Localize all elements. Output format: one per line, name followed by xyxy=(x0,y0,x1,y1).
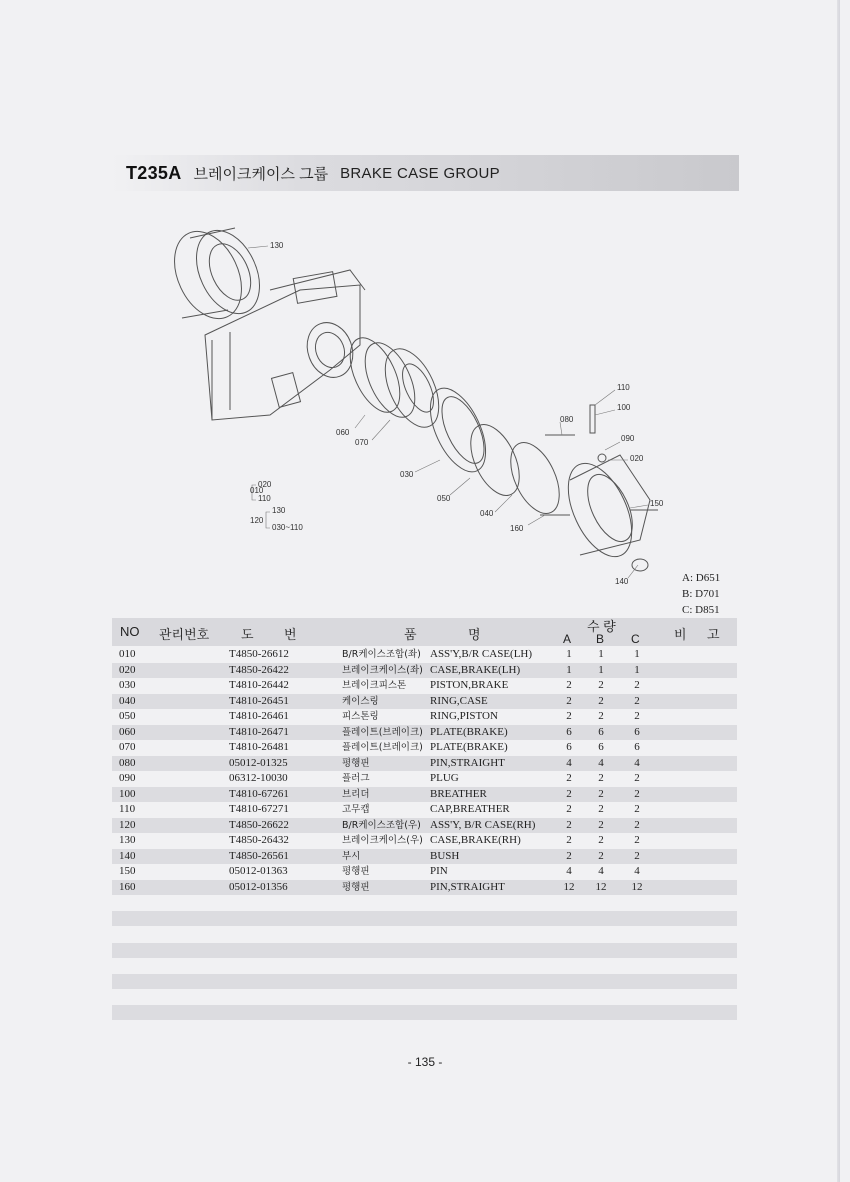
qty-a: 4 xyxy=(566,756,572,769)
part-name-korean: 플레이트(브레이크) xyxy=(342,742,423,753)
table-row xyxy=(112,849,737,865)
qty-b: 2 xyxy=(598,849,604,862)
part-name-korean: 플러그 xyxy=(342,773,370,784)
qty-c: 12 xyxy=(631,880,643,893)
part-name-korean: 플레이트(브레이크) xyxy=(342,726,423,738)
table-row xyxy=(112,864,737,880)
drawing-number: T4810-26481 xyxy=(229,741,289,753)
callout-070: 070 xyxy=(355,438,369,447)
table-row xyxy=(112,771,737,787)
group-code: T235A xyxy=(126,162,182,183)
group-title-english: BRAKE CASE GROUP xyxy=(340,164,500,182)
part-name-korean: 케이스링 xyxy=(342,695,379,707)
table-row xyxy=(112,678,737,694)
qty-b: 2 xyxy=(598,772,604,784)
callout-160: 160 xyxy=(510,524,524,533)
model-c: C: D851 xyxy=(682,604,720,616)
empty-row-band xyxy=(112,974,737,989)
callout-050: 050 xyxy=(437,494,451,503)
qty-a: 4 xyxy=(566,865,572,877)
callout-040: 040 xyxy=(480,509,494,518)
qty-b: 2 xyxy=(598,710,604,722)
legend-110: 110 xyxy=(258,494,271,503)
callout-080: 080 xyxy=(560,415,574,424)
header-management-number: 관리번호 xyxy=(159,627,210,642)
part-name-korean: 평행핀 xyxy=(342,881,370,893)
part-name-korean: 브레이크케이스(좌) xyxy=(342,664,423,676)
part-number: 020 xyxy=(119,663,136,676)
header-drawing-1: 도 xyxy=(241,627,254,642)
table-row xyxy=(112,787,737,803)
section-title-bar xyxy=(112,155,739,191)
part-number: 100 xyxy=(119,787,136,800)
page-number: - 135 - xyxy=(407,1055,443,1069)
part-name-english: PIN,STRAIGHT xyxy=(430,880,505,893)
drawing-number: 06312-10030 xyxy=(229,772,288,784)
part-number: 110 xyxy=(119,803,136,815)
part-name-korean: B/R케이스조합(좌) xyxy=(342,649,421,660)
part-number: 160 xyxy=(119,880,136,893)
part-name-english: PIN xyxy=(430,865,448,877)
qty-a: 2 xyxy=(566,694,572,707)
part-name-english: BUSH xyxy=(430,849,460,862)
qty-c: 6 xyxy=(634,725,640,738)
drawing-number: T4810-26461 xyxy=(229,710,289,722)
table-row xyxy=(112,663,737,679)
callout-130: 130 xyxy=(270,241,284,250)
legend-030-110: 030~110 xyxy=(272,523,303,532)
qty-b: 4 xyxy=(598,756,604,769)
qty-b: 1 xyxy=(598,663,604,676)
empty-row-band xyxy=(112,1005,737,1020)
empty-row-band xyxy=(112,911,737,926)
header-qty-b: B xyxy=(596,632,605,646)
header-quantity: 수 량 xyxy=(587,619,616,634)
header-remarks-2: 고 xyxy=(707,627,720,642)
qty-a: 1 xyxy=(566,648,572,660)
qty-b: 6 xyxy=(598,741,604,753)
table-header xyxy=(112,618,737,646)
qty-c: 4 xyxy=(634,756,640,769)
drawing-number: T4850-26422 xyxy=(229,663,289,676)
part-name-english: PLATE(BRAKE) xyxy=(430,741,508,753)
drawing-number: 05012-01325 xyxy=(229,756,288,769)
qty-c: 2 xyxy=(634,710,640,722)
part-number: 140 xyxy=(119,849,136,862)
part-name-english: PISTON,BRAKE xyxy=(430,679,509,691)
part-number: 150 xyxy=(119,865,136,877)
part-name-korean: B/R케이스조합(우) xyxy=(342,819,421,831)
qty-c: 2 xyxy=(634,818,640,831)
qty-b: 6 xyxy=(598,725,604,738)
table-row xyxy=(112,725,737,741)
table-row xyxy=(112,740,737,756)
drawing-number: T4850-26432 xyxy=(229,834,289,846)
qty-b: 1 xyxy=(598,648,604,660)
callout-140: 140 xyxy=(615,577,629,586)
drawing-number: T4850-26561 xyxy=(229,849,289,862)
drawing-number: T4810-26451 xyxy=(229,694,289,707)
legend-010: 010 xyxy=(250,486,264,495)
group-title-korean: 브레이크케이스 그룹 xyxy=(193,165,329,183)
qty-a: 2 xyxy=(566,803,572,815)
empty-row-band xyxy=(112,943,737,958)
qty-a: 12 xyxy=(563,880,575,893)
qty-a: 6 xyxy=(566,741,572,753)
qty-b: 2 xyxy=(598,818,604,831)
drawing-number: T4850-26622 xyxy=(229,818,289,831)
model-a: A: D651 xyxy=(682,572,721,584)
callout-090: 090 xyxy=(621,434,635,443)
qty-a: 2 xyxy=(566,834,572,846)
qty-c: 4 xyxy=(634,865,640,877)
callout-030: 030 xyxy=(400,470,414,479)
table-row xyxy=(112,880,737,896)
part-name-korean: 평행핀 xyxy=(342,866,370,877)
callout-100: 100 xyxy=(617,403,631,412)
table-row xyxy=(112,802,737,818)
part-number: 080 xyxy=(119,756,136,769)
qty-a: 2 xyxy=(566,818,572,831)
qty-a: 2 xyxy=(566,710,572,722)
drawing-number: T4810-26471 xyxy=(229,725,289,738)
part-name-english: RING,PISTON xyxy=(430,710,498,722)
qty-b: 2 xyxy=(598,679,604,691)
model-legend xyxy=(682,570,720,618)
part-number: 010 xyxy=(119,648,136,660)
qty-c: 2 xyxy=(634,679,640,691)
legend-120: 120 xyxy=(250,516,264,525)
qty-c: 1 xyxy=(634,648,640,660)
part-name-english: PLUG xyxy=(430,772,459,784)
part-name-korean: 브리더 xyxy=(342,788,370,800)
table-row xyxy=(112,694,737,710)
qty-c: 2 xyxy=(634,849,640,862)
part-name-english: ASS'Y, B/R CASE(RH) xyxy=(430,818,536,831)
qty-b: 2 xyxy=(598,803,604,815)
qty-c: 2 xyxy=(634,694,640,707)
part-name-korean: 브레이크피스톤 xyxy=(342,680,407,691)
qty-b: 2 xyxy=(598,694,604,707)
qty-b: 2 xyxy=(598,834,604,846)
qty-a: 6 xyxy=(566,725,572,738)
table-row xyxy=(112,756,737,772)
qty-b: 2 xyxy=(598,787,604,800)
qty-c: 6 xyxy=(634,741,640,753)
qty-a: 1 xyxy=(566,663,572,676)
qty-a: 2 xyxy=(566,849,572,862)
legend-130: 130 xyxy=(272,506,286,515)
header-name-2: 명 xyxy=(468,627,481,642)
drawing-number: T4810-67261 xyxy=(229,787,289,800)
qty-c: 1 xyxy=(634,663,640,676)
qty-c: 2 xyxy=(634,834,640,846)
part-number: 060 xyxy=(119,725,136,738)
header-remarks-1: 비 xyxy=(674,627,687,642)
drawing-number: 05012-01363 xyxy=(229,865,288,877)
part-name-korean: 평행핀 xyxy=(342,757,370,769)
part-number: 120 xyxy=(119,818,136,831)
table-row xyxy=(112,818,737,834)
drawing-number: T4850-26612 xyxy=(229,648,289,660)
part-name-english: ASS'Y,B/R CASE(LH) xyxy=(430,648,533,660)
callout-060: 060 xyxy=(336,428,350,437)
qty-a: 2 xyxy=(566,679,572,691)
part-name-korean: 브레이크케이스(우) xyxy=(342,835,423,846)
part-name-english: CAP,BREATHER xyxy=(430,803,510,815)
drawing-number: 05012-01356 xyxy=(229,880,288,893)
legend-020: 020 xyxy=(258,480,272,489)
part-name-english: PIN,STRAIGHT xyxy=(430,756,505,769)
brake-case-drawing xyxy=(150,210,670,600)
drawing-number: T4810-26442 xyxy=(229,679,289,691)
part-name-english: PLATE(BRAKE) xyxy=(430,725,508,738)
exploded-parts-diagram xyxy=(150,210,670,600)
qty-b: 4 xyxy=(598,865,604,877)
table-row xyxy=(112,709,737,725)
qty-c: 2 xyxy=(634,787,640,800)
page-edge xyxy=(837,0,840,1182)
qty-b: 12 xyxy=(595,880,607,893)
part-number: 050 xyxy=(119,710,136,722)
qty-c: 2 xyxy=(634,772,640,784)
part-number: 040 xyxy=(119,694,136,707)
part-number: 130 xyxy=(119,834,136,846)
qty-a: 2 xyxy=(566,772,572,784)
part-name-korean: 부시 xyxy=(342,850,361,862)
header-qty-c: C xyxy=(631,632,640,646)
parts-table-body xyxy=(112,647,737,895)
part-name-korean: 피스톤링 xyxy=(342,711,379,722)
header-name-1: 품 xyxy=(404,627,417,642)
model-b: B: D701 xyxy=(682,588,720,600)
drawing-number: T4810-67271 xyxy=(229,803,289,815)
table-row xyxy=(112,647,737,663)
part-number: 030 xyxy=(119,679,136,691)
qty-a: 2 xyxy=(566,787,572,800)
table-row xyxy=(112,833,737,849)
part-name-english: CASE,BRAKE(LH) xyxy=(430,663,521,676)
part-name-korean: 고무캡 xyxy=(342,804,370,815)
qty-c: 2 xyxy=(634,803,640,815)
callout-110: 110 xyxy=(617,383,630,392)
callout-020: 020 xyxy=(630,454,644,463)
part-number: 070 xyxy=(119,741,136,753)
part-name-english: CASE,BRAKE(RH) xyxy=(430,834,521,846)
part-name-english: BREATHER xyxy=(430,787,487,800)
header-drawing-2: 번 xyxy=(284,627,297,642)
header-qty-a: A xyxy=(563,632,572,646)
header-no: NO xyxy=(120,624,140,639)
part-number: 090 xyxy=(119,772,136,784)
part-name-english: RING,CASE xyxy=(430,694,488,707)
callout-150: 150 xyxy=(650,499,664,508)
